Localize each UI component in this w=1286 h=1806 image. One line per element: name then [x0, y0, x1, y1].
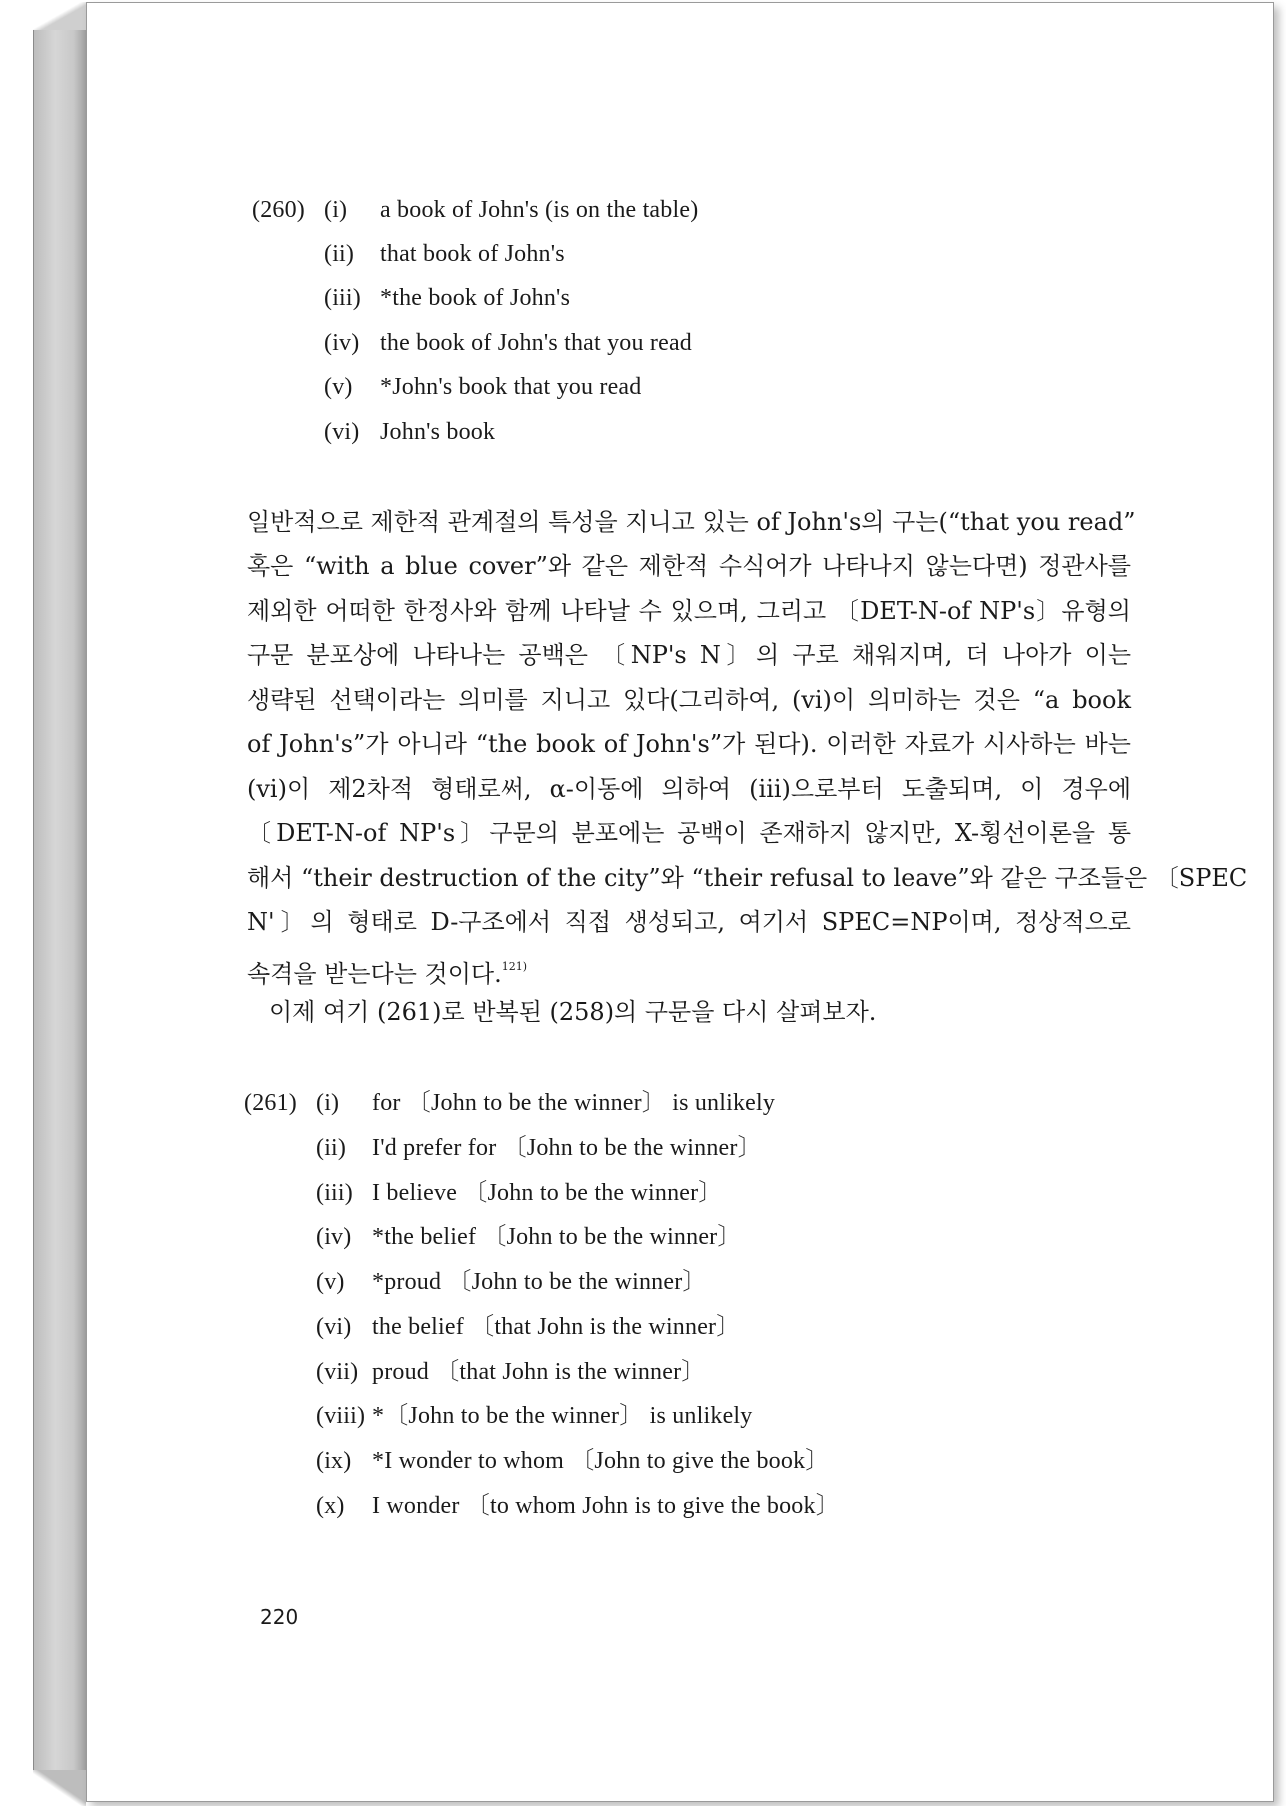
- book-edge-top: [33, 2, 86, 32]
- example-item-label: (vi): [316, 1314, 352, 1340]
- paragraph-line: N'〕의 형태로 D-구조에서 직접 생성되고, 여기서 SPEC=NP이며, 정상적으로: [247, 908, 1131, 936]
- example-item-label: (iii): [316, 1180, 353, 1206]
- example-item-label: (vii): [316, 1359, 359, 1385]
- paragraph-line: 〔DET-N-of NP's〕구문의 분포에는 공백이 존재하지 않지만, X-횡선이론을 통: [247, 819, 1131, 847]
- example-item-text: I believe 〔John to be the winner〕: [372, 1180, 723, 1206]
- paragraph-line-last: [247, 945, 1131, 989]
- example-item-label: (iii): [324, 285, 361, 311]
- paragraph-line: 제외한 어떠한 한정사와 함께 나타날 수 있으며, 그리고 〔DET-N-of NP's〕유형의: [247, 597, 1131, 625]
- example-item-label: (iv): [324, 330, 360, 356]
- paragraph-line: 생략된 선택이라는 의미를 지니고 있다(그리하여, (vi)이 의미하는 것은 “a book: [247, 686, 1131, 714]
- footnote-mark: 121): [501, 960, 528, 973]
- example-item-text: proud 〔that John is the winner〕: [372, 1359, 706, 1385]
- example-item-text: *I wonder to whom 〔John to give the book〕: [372, 1448, 830, 1474]
- example-item-text: *proud 〔John to be the winner〕: [372, 1269, 707, 1295]
- example-item-label: (i): [316, 1090, 340, 1116]
- example-item-label: (ii): [316, 1135, 347, 1161]
- example-item-label: (v): [316, 1269, 345, 1295]
- paragraph-line: 해서 “their destruction of the city”와 “their refusal to leave”와 같은 구조들은 〔SPEC: [247, 864, 1248, 892]
- example-number: (261): [244, 1090, 297, 1116]
- example-item-text: a book of John's (is on the table): [380, 197, 699, 223]
- paragraph-line: 혹은 “with a blue cover”와 같은 제한적 수식어가 나타나지 않는다면) 정관사를: [247, 552, 1131, 580]
- paragraph-next-line: 이제 여기 (261)로 반복된 (258)의 구문을 다시 살펴보자.: [269, 998, 877, 1026]
- example-item-label: (ii): [324, 241, 355, 267]
- book-spine-edge: [33, 30, 87, 1792]
- paragraph-line: (vi)이 제2차적 형태로써, α-이동에 의하여 (iii)으로부터 도출되며, 이 경우에: [247, 775, 1131, 803]
- example-item-text: *John's book that you read: [380, 374, 642, 400]
- example-item-label: (iv): [316, 1224, 352, 1250]
- example-item-text: that book of John's: [380, 241, 565, 267]
- example-item-label: (viii): [316, 1403, 366, 1429]
- book-edge-bottom: [33, 1770, 86, 1806]
- example-item-text: the book of John's that you read: [380, 330, 693, 356]
- paragraph-line-text: 속격을 받는다는 것이다.: [247, 960, 502, 988]
- example-item-text: *the book of John's: [380, 285, 571, 311]
- example-item-label: (v): [324, 374, 353, 400]
- example-number: (260): [252, 197, 305, 223]
- example-item-label: (x): [316, 1493, 345, 1519]
- example-item-text: John's book: [380, 419, 496, 445]
- example-item-label: (ix): [316, 1448, 352, 1474]
- example-item-label: (i): [324, 197, 348, 223]
- example-item-text: *〔John to be the winner〕 is unlikely: [372, 1403, 753, 1429]
- page-number: 220: [260, 1605, 299, 1629]
- example-item-label: (vi): [324, 419, 360, 445]
- example-item-text: the belief 〔that John is the winner〕: [372, 1314, 741, 1340]
- example-item-text: *the belief 〔John to be the winner〕: [372, 1224, 742, 1250]
- paragraph-line: 일반적으로 제한적 관계절의 특성을 지니고 있는 of John's의 구는(“that you read”: [247, 508, 1136, 536]
- paragraph-line: 구문 분포상에 나타나는 공백은 〔NP's N〕의 구로 채워지며, 더 나아가 이는: [247, 641, 1131, 669]
- paragraph-line: of John's”가 아니라 “the book of John's”가 된다). 이러한 자료가 시사하는 바는: [247, 730, 1131, 758]
- example-item-text: for 〔John to be the winner〕 is unlikely: [372, 1090, 776, 1116]
- example-item-text: I'd prefer for 〔John to be the winner〕: [372, 1135, 762, 1161]
- example-item-text: I wonder 〔to whom John is to give the book〕: [372, 1493, 840, 1519]
